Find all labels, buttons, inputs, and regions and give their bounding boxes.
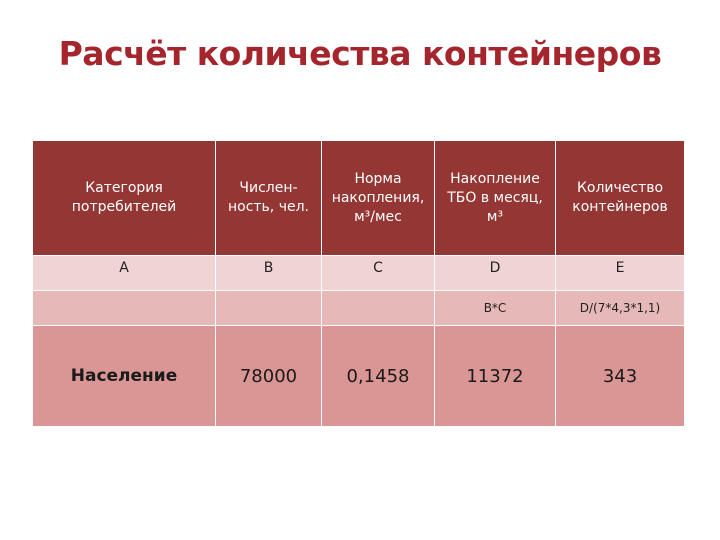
containers-table bbox=[32, 140, 685, 427]
letter-cell-e: Е bbox=[556, 256, 685, 291]
header-container-count: Количество контейнеров bbox=[572, 180, 668, 215]
header-cell bbox=[435, 141, 556, 256]
letter-cell-b: В bbox=[216, 256, 322, 291]
table-formula-row bbox=[33, 291, 685, 326]
header-cell bbox=[33, 141, 216, 256]
header-cell bbox=[216, 141, 322, 256]
table-letter-row bbox=[33, 256, 685, 291]
slide-title: Расчёт количества контейнеров bbox=[58, 34, 662, 73]
formula-cell bbox=[322, 291, 435, 326]
formula-cell bbox=[33, 291, 216, 326]
formula-cell-d: В*С bbox=[435, 291, 556, 326]
header-population-count: Числен- ность, чел. bbox=[227, 180, 309, 215]
cell-containers: 343 bbox=[556, 326, 685, 427]
letter-cell-c: С bbox=[322, 256, 435, 291]
letter-cell-d: D bbox=[435, 256, 556, 291]
header-cell bbox=[556, 141, 685, 256]
header-monthly-waste: Накопление ТБО в месяц, м³ bbox=[447, 170, 543, 225]
table-header-row bbox=[33, 141, 685, 256]
formula-cell-e: D/(7*4,3*1,1) bbox=[556, 291, 685, 326]
letter-cell-a: А bbox=[33, 256, 216, 291]
header-consumer-category: Категория потребителей bbox=[71, 180, 177, 215]
cell-accumulation: 11372 bbox=[435, 326, 556, 427]
header-cell bbox=[322, 141, 435, 256]
cell-norm: 0,1458 bbox=[322, 326, 435, 427]
header-accumulation-norm: Норма накопления, м³/мес bbox=[331, 170, 425, 225]
formula-cell bbox=[216, 291, 322, 326]
cell-population: 78000 bbox=[216, 326, 322, 427]
cell-category: Население bbox=[33, 326, 216, 427]
table-row bbox=[33, 326, 685, 427]
